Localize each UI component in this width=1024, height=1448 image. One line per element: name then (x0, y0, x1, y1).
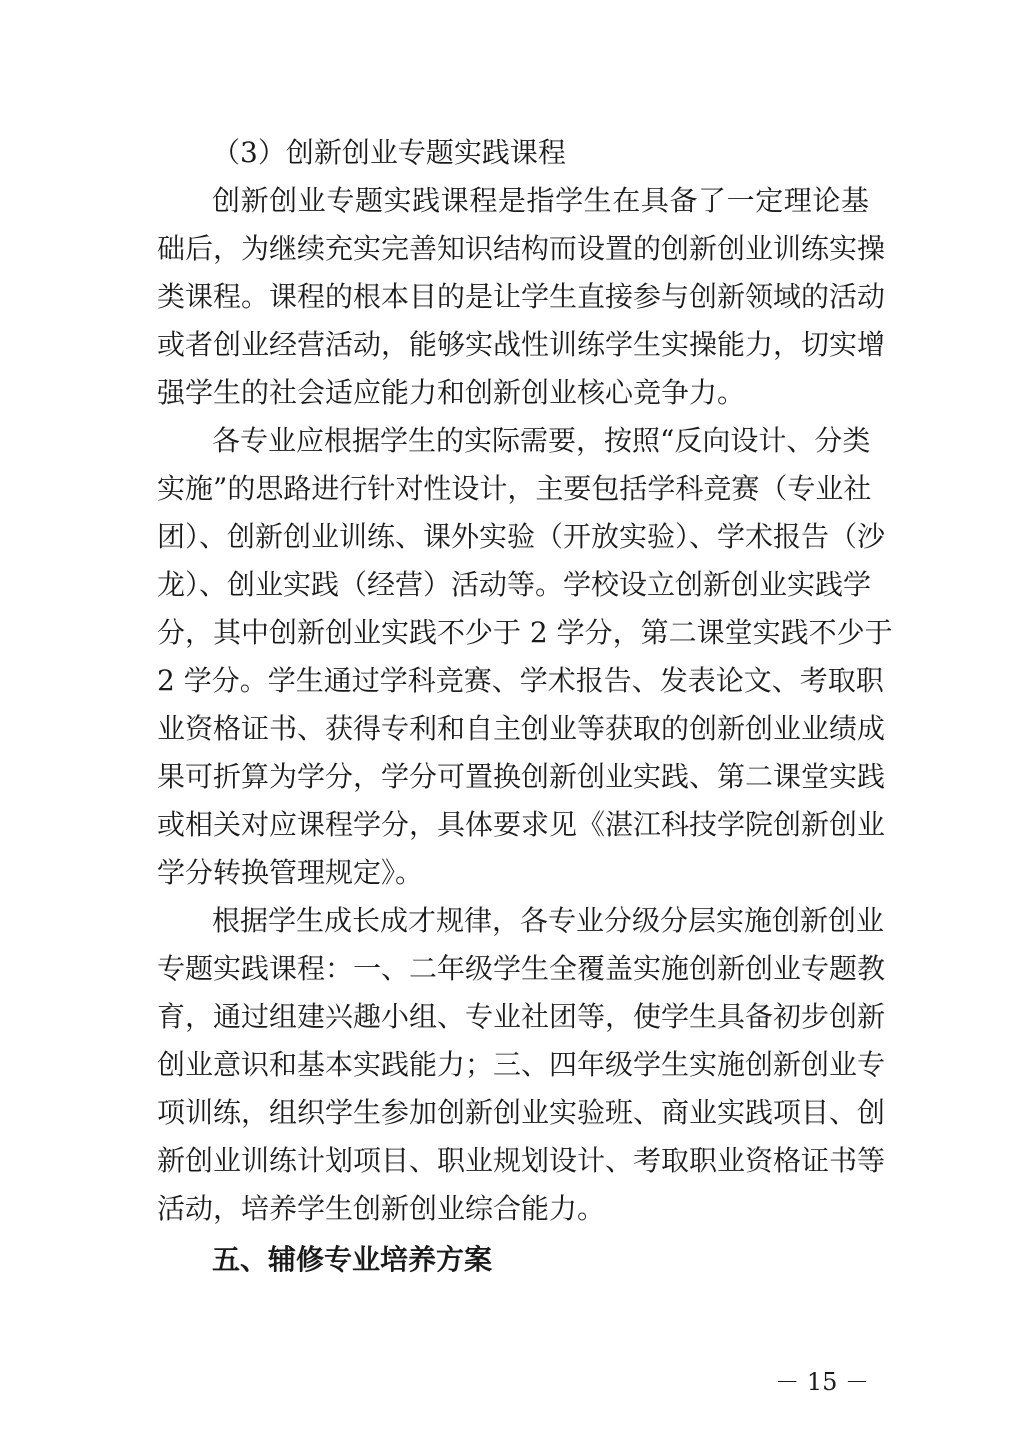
paragraph-2-line-2: 实施”的思路进行针对性设计，主要包括学科竞赛（专业社 (157, 472, 872, 505)
paragraph-2-line-5: 分，其中创新创业实践不少于 2 学分，第二课堂实践不少于 (157, 616, 893, 649)
paragraph-3-line-2: 专题实践课程：一、二年级学生全覆盖实施创新创业专题教 (157, 952, 886, 985)
paragraph-1-line-4: 或者创业经营活动，能够实战性训练学生实操能力，切实增 (157, 328, 886, 361)
paragraph-1-line-2: 础后，为继续充实完善知识结构而设置的创新创业训练实操 (157, 232, 886, 265)
paragraph-2-line-7: 业资格证书、获得专利和自主创业等获取的创新创业业绩成 (157, 712, 886, 745)
section-heading: 五、辅修专业培养方案 (212, 1243, 493, 1276)
subheading: （3）创新创业专题实践课程 (212, 136, 566, 169)
paragraph-2-line-3: 团）、创新创业训练、课外实验（开放实验）、学术报告（沙 (157, 520, 886, 553)
paragraph-3-line-4: 创业意识和基本实践能力；三、四年级学生实施创新创业专 (157, 1048, 886, 1081)
paragraph-1-line-5: 强学生的社会适应能力和创新创业核心竞争力。 (157, 376, 746, 409)
paragraph-2-line-8: 果可折算为学分，学分可置换创新创业实践、第二课堂实践 (157, 760, 886, 793)
paragraph-2-line-10: 学分转换管理规定》。 (157, 856, 424, 889)
paragraph-3-line-7: 活动，培养学生创新创业综合能力。 (157, 1192, 606, 1225)
paragraph-2-line-1: 各专业应根据学生的实际需要，按照“反向设计、分类 (212, 424, 871, 457)
paragraph-2-line-4: 龙）、创业实践（经营）活动等。学校设立创新创业实践学 (157, 568, 872, 601)
page-number: － 15 － (775, 1368, 869, 1396)
paragraph-2-line-9: 或相关对应课程学分，具体要求见《湛江科技学院创新创业 (157, 808, 886, 841)
paragraph-3-line-3: 育，通过组建兴趣小组、专业社团等，使学生具备初步创新 (157, 1000, 886, 1033)
paragraph-1-line-3: 类课程。课程的根本目的是让学生直接参与创新领域的活动 (157, 280, 886, 313)
paragraph-3-line-6: 新创业训练计划项目、职业规划设计、考取职业资格证书等 (157, 1144, 886, 1177)
paragraph-3-line-1: 根据学生成长成才规律，各专业分级分层实施创新创业 (212, 904, 885, 937)
paragraph-3-line-5: 项训练，组织学生参加创新创业实验班、商业实践项目、创 (157, 1096, 886, 1129)
paragraph-2-line-6: 2 学分。学生通过学科竞赛、学术报告、发表论文、考取职 (157, 664, 884, 697)
paragraph-1-line-1: 创新创业专题实践课程是指学生在具备了一定理论基 (212, 184, 869, 217)
